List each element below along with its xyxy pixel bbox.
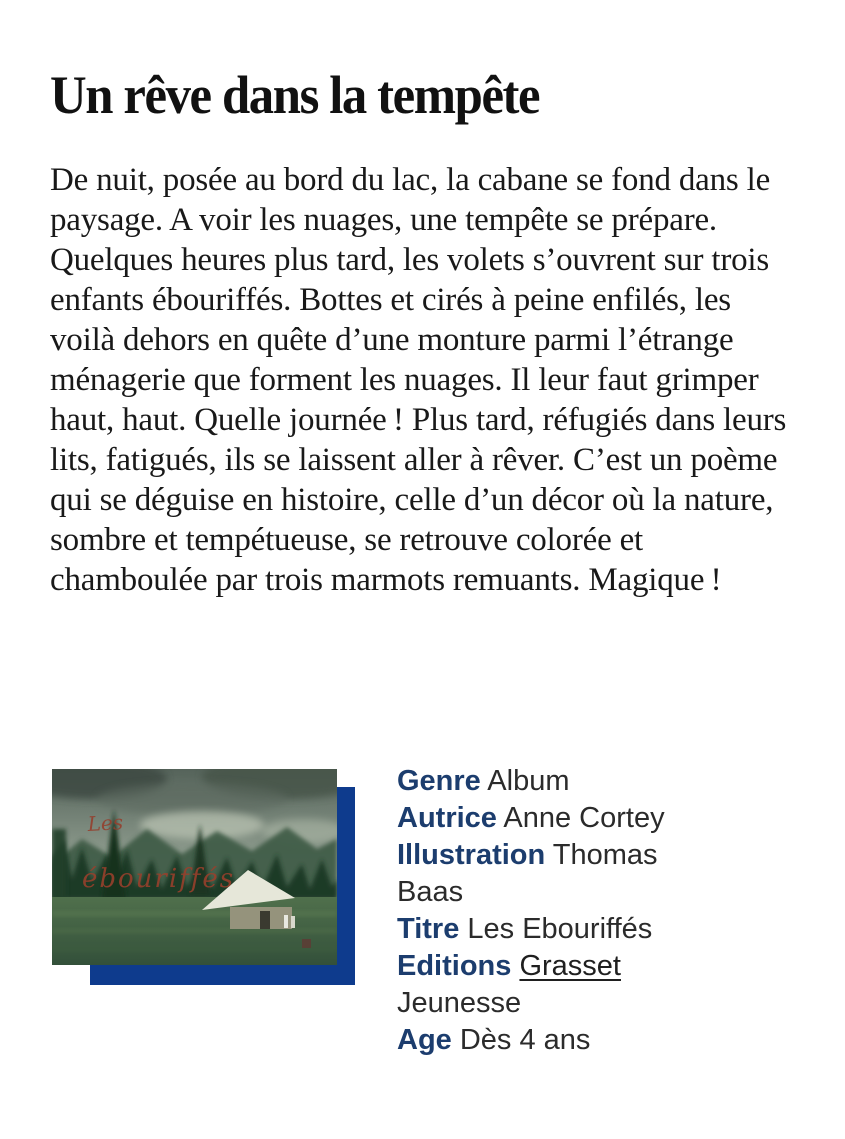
article-body-text: De nuit, posée au bord du lac, la cabane se fond dans le paysage. A voir les nuages, une tempête se prépare. Quelques heures plus tard, les volets s’ouvrent sur trois enfants ébouriffés. Bottes et cirés à peine enfilés, les voilà dehors en quête d’une monture parmi l’étrange ménagerie que forment les nuages. Il leur faut grimper haut, haut. Quelle journée ! Plus tard, réfugiés dans leurs lits, fatigués, ils se laissent aller à rêver. C’est un poème qui se déguise en histoire, celle d’un décor où la nature, sombre et tempétueuse, se retrouve colorée et chamboulée par trois marmots remuants. Magique ! [50, 162, 787, 598]
cover-light-patch [140, 811, 264, 839]
cover-cabin-door [260, 911, 270, 929]
detail-genre-label: Genre [397, 765, 481, 797]
detail-author [397, 800, 719, 837]
detail-publisher-label: Editions [397, 950, 512, 982]
cover-cloud [97, 783, 287, 815]
publisher-link[interactable]: Grasset [519, 950, 621, 982]
detail-publisher [397, 948, 719, 1022]
detail-illustrator-value: Thomas Baas [397, 839, 658, 908]
detail-title-value: Les Ebouriffés [467, 913, 653, 945]
cover-logo-mark [302, 939, 311, 948]
detail-publisher-value-rest: Jeunesse [397, 987, 522, 1019]
article-title: Un rêve dans la tempête [50, 65, 540, 125]
cover-meadow-streak [52, 929, 337, 933]
cover-title-text-line2: ébouriffés [82, 864, 236, 894]
book-cover [52, 769, 355, 985]
detail-age-value: Dès 4 ans [459, 1024, 591, 1056]
detail-genre-value: Album [487, 765, 570, 797]
detail-author-label: Autrice [397, 802, 497, 834]
detail-title [397, 911, 719, 948]
cover-figure [284, 915, 288, 928]
cover-meadow-streak [52, 947, 337, 951]
cover-meadow-streak [52, 911, 337, 916]
detail-genre [397, 763, 719, 800]
cover-title-text-line1: Les [87, 810, 124, 836]
detail-age [397, 1022, 719, 1059]
cover-figure [291, 916, 295, 928]
detail-title-label: Titre [397, 913, 460, 945]
detail-illustrator-label: Illustration [397, 839, 546, 871]
book-details-list [397, 763, 719, 1059]
detail-age-label: Age [397, 1024, 452, 1056]
book-cover-image [52, 769, 337, 965]
detail-author-value: Anne Cortey [503, 802, 665, 834]
detail-illustrator [397, 837, 719, 911]
